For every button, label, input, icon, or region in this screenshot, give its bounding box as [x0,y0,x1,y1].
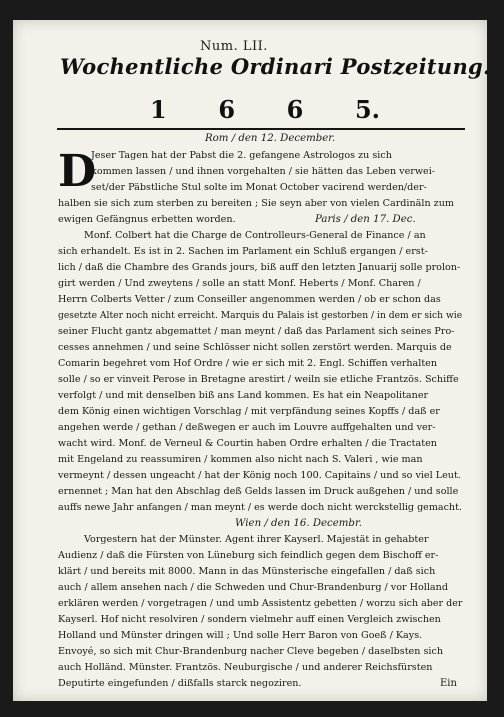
article-line: dem König einen wichtigen Vorschlag / mit verpfändung seines Kopffs / daß er [58,406,440,417]
article-line: solle / so er vinveit Perose in Bretagne arestirt / weiln sie etliche Frantzös. Schiffe [58,374,459,385]
article-line: Holland und Münster dringen will ; Und solle Herr Baron von Goeß / Kays. [58,630,423,641]
year-digit: 6 [286,95,304,124]
article-line: cesses annehmen / und seine Schlösser nicht sollen zerstört werden. Marquis de [58,342,452,353]
article-line: halben sie sich zum sterben zu bereiten ; Sie seyn aber von vielen Cardinäln zum [58,198,455,209]
header-rule [57,128,465,130]
article-line: klärt / und bereits mit 8000. Mann in das Münsterische eingefallen / daß sich [58,566,436,577]
article-line: kommen lassen / und ihnen vorgehalten / sie hätten das Leben verwei- [91,166,436,177]
article-line: set/der Päbstliche Stul solte im Monat October vacirend werden/der- [91,182,427,193]
article-line: Audienz / daß die Fürsten von Lüneburg sich feindlich gegen dem Bischoff er- [58,550,439,561]
catchword: Ein [440,678,457,689]
issue-year [150,95,380,124]
article-line: Envoyé, so sich mit Chur-Brandenburg nacher Cleve begeben / daselbsten sich [58,646,444,657]
article-line: Vorgestern hat der Münster. Agent ihrer Kayserl. Majestät in gehabter [84,534,429,545]
article-line: wacht wird. Monf. de Verneul & Courtin haben Ordre erhalten / die Tractaten [58,438,437,449]
article-line: Kayserl. Hof nicht resolviren / sondern vielmehr auff einen Vergleich zwischen [58,614,441,625]
article-line: lich / daß die Chambre des Grands jours, biß auff den letzten Januarij solle prolon- [58,262,461,273]
dateline-rome: Rom / den 12. December. [205,133,336,144]
article-line: auch / allem ansehen nach / die Schweden und Chur-Brandenburg / vor Holland [58,582,448,593]
year-digit: 5. [354,95,380,124]
article-line: ernennet ; Man hat den Abschlag deß Gelds lassen im Druck außgehen / und solle [58,486,459,497]
dateline-wien: Wien / den 16. Decembr. [235,518,362,529]
article-line: ewigen Gefängnus erbetten worden. [58,214,236,225]
newspaper-title: Wochentliche Ordinari Postzeitung. [60,54,491,79]
article-line: mit Engeland zu reassumiren / kommen also nicht nach S. Valeri , wie man [58,454,423,465]
article-line: sich erhandelt. Es ist in 2. Sachen im Parlament ein Schluß ergangen / erst- [58,246,428,257]
article-line: vermeynt / dessen ungeacht / hat der König noch 100. Capitains / und so viel Leut. [58,470,461,481]
article-line: Herrn Colberts Vetter / zum Conseiller angenommen werden / ob er schon das [58,294,441,305]
issue-number: Num. LII. [200,39,268,54]
article-line: Comarin begehret vom Hof Ordre / wie er sich mit 2. Engl. Schiffen verhalten [58,358,438,369]
article-line: angehen werde / gethan / deßwegen er auch im Louvre auffgehalten und ver- [58,422,436,433]
article-line: seiner Flucht gantz abgemattet / man meynt / daß das Parlament sich seines Pro- [58,326,455,337]
drop-cap: D [58,146,97,197]
article-line: gesetzte Alter noch nicht erreicht. Marquis du Palais ist gestorben / in dem er sich wie [58,310,463,321]
year-digit: 6 [218,95,236,124]
article-line: erklären werden / vorgetragen / und umb Assistentz gebetten / worzu sich aber der [58,598,463,609]
dateline-paris: Paris / den 17. Dec. [315,214,416,225]
article-line: auffs newe Jahr anfangen / man meynt / es werde doch nicht werckstellig gemacht. [58,502,462,513]
article-line: Jeser Tagen hat der Pabst die 2. gefangene Astrologos zu sich [91,150,392,161]
year-digit: 1 [150,95,167,124]
article-line: Monf. Colbert hat die Charge de Controlleurs-General de Finance / an [84,230,426,241]
article-line: verfolgt / und mit denselben biß ans Land kommen. Es hat ein Neapolitaner [58,390,429,401]
article-line: Deputirte eingefunden / dißfalls starck negoziren. [58,678,302,689]
article-line: girt werden / Und zweytens / solle an statt Monf. Heberts / Monf. Charen / [58,278,421,289]
article-line: auch Holländ. Münster. Frantzös. Neuburgische / und anderer Reichsfürsten [58,662,433,673]
